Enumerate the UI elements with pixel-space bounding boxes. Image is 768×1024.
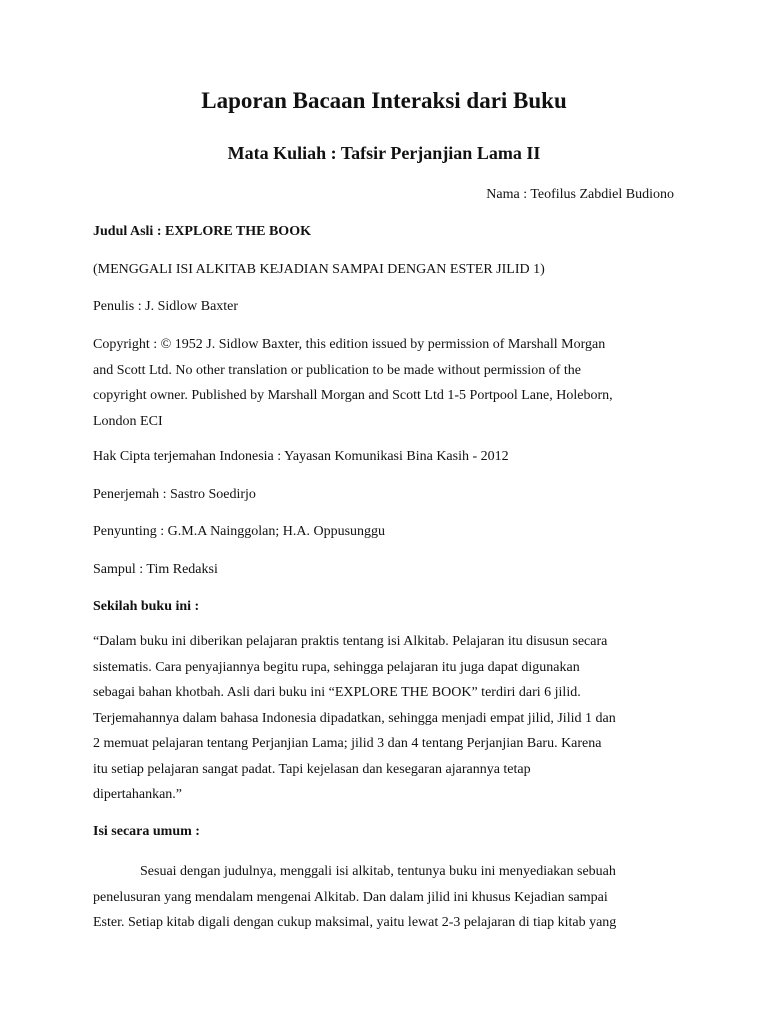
summary-line: itu setiap pelajaran sangat padat. Tapi kejelasan dan kesegaran ajarannya tetap	[93, 761, 531, 777]
copyright-line: Copyright : © 1952 J. Sidlow Baxter, this edition issued by permission of Marshall Morgan	[93, 337, 606, 352]
author-name-line: Nama : Teofilus Zabdiel Budiono	[486, 187, 674, 202]
general-line: penelusuran yang mendalam mengenai Alkitab. Dan dalam jilid ini khusus Kejadian sampai	[93, 889, 608, 905]
general-line: Ester. Setiap kitab digali dengan cukup maksimal, yaitu lewat 2-3 pelajaran di tiap kitab yang	[93, 915, 617, 930]
general-heading: Isi secara umum :	[93, 824, 200, 839]
copyright-paragraph	[93, 332, 683, 434]
translation-copyright: Hak Cipta terjemahan Indonesia : Yayasan Komunikasi Bina Kasih - 2012	[93, 449, 509, 464]
original-title: Judul Asli : EXPLORE THE BOOK	[93, 224, 311, 239]
editor: Penyunting : G.M.A Nainggolan; H.A. Oppusunggu	[93, 524, 386, 539]
summary-line: Terjemahannya dalam bahasa Indonesia dipadatkan, sehingga menjadi empat jilid, Jilid 1 dan	[93, 710, 616, 726]
summary-line: dipertahankan.”	[93, 787, 183, 802]
translator: Penerjemah : Sastro Soedirjo	[93, 487, 256, 502]
book-author: Penulis : J. Sidlow Baxter	[93, 299, 239, 314]
general-line: Sesuai dengan judulnya, menggali isi alkitab, tentunya buku ini menyediakan sebuah	[140, 864, 616, 879]
cover-credit: Sampul : Tim Redaksi	[93, 562, 218, 577]
document-title: Laporan Bacaan Interaksi dari Buku	[201, 88, 567, 113]
copyright-line: and Scott Ltd. No other translation or publication to be made without permission of the	[93, 362, 581, 378]
copyright-line: London ECI	[93, 413, 163, 429]
summary-line: “Dalam buku ini diberikan pelajaran praktis tentang isi Alkitab. Pelajaran itu disusun secara	[93, 634, 608, 649]
summary-paragraph	[93, 629, 683, 808]
general-paragraph	[93, 859, 683, 936]
summary-line: sistematis. Cara penyajiannya begitu rupa, sehingga pelajaran itu juga dapat digunakan	[93, 659, 580, 675]
copyright-line: copyright owner. Published by Marshall Morgan and Scott Ltd 1-5 Portpool Lane, Holeborn,	[93, 388, 613, 403]
summary-heading: Sekilah buku ini :	[93, 599, 200, 614]
summary-line: sebagai bahan khotbah. Asli dari buku ini “EXPLORE THE BOOK” terdiri dari 6 jilid.	[93, 685, 581, 700]
summary-line: 2 memuat pelajaran tentang Perjanjian Lama; jilid 3 dan 4 tentang Perjanjian Baru. Karena	[93, 736, 602, 751]
document-subtitle: Mata Kuliah : Tafsir Perjanjian Lama II	[227, 143, 541, 163]
indonesian-title: (MENGGALI ISI ALKITAB KEJADIAN SAMPAI DENGAN ESTER JILID 1)	[93, 262, 545, 277]
